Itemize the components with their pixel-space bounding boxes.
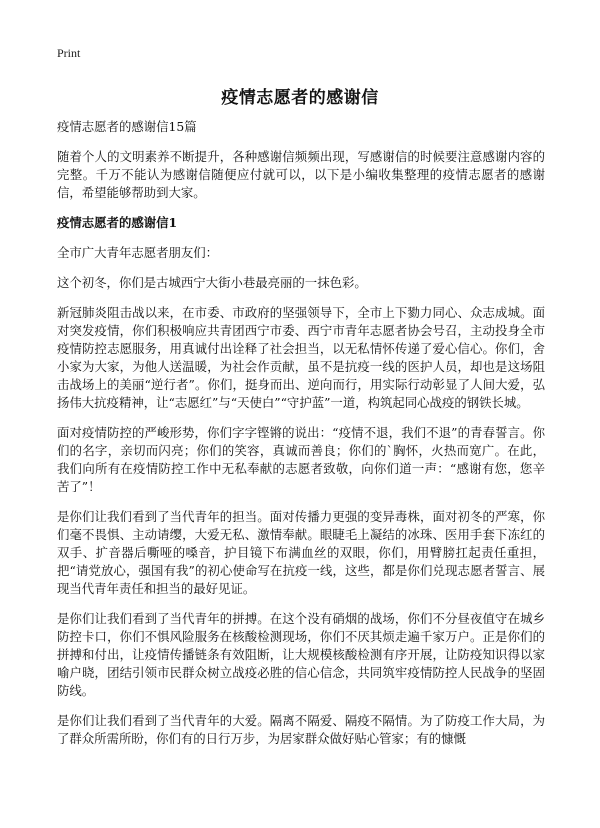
paragraph-6: 是你们让我们看到了当代青年的大爱。隔离不隔爱、隔疫不隔情。为了防疫工作大局，为了群众所需所盼，你们有的日行万步，为居家群众做好贴心管家；有的慷慨 (57, 713, 545, 746)
paragraph-1: 这个初冬，你们是古城西宁大街小巷最亮丽的一抹色彩。 (57, 275, 367, 290)
intro-paragraph: 随着个人的文明素养不断提升，各种感谢信频频出现，写感谢信的时候要注意感谢内容的完整。千万不能认为感谢信随便应付就可以，以下是小编收集整理的疫情志愿者的感谢信，希望能够帮助到大家。 (57, 149, 545, 200)
paragraph-5: 是你们让我们看到了当代青年的拼搏。在这个没有硝烟的战场，你们不分昼夜值守在城乡防控卡口，你们不惧风险服务在核酸检测现场，你们不厌其烦走遍千家万户。正是你们的拼搏和付出，让疫情传播链条有效阻断，让大规模核酸检测有序开展，让防疫知识得以家喻户晓，团结引领市民群众树立战疫必胜的信心信念，共同筑牢疫情防控人民战争的坚固防线。 (57, 611, 545, 698)
paragraph-3: 面对疫情防控的严峻形势，你们字字铿锵的说出：“疫情不退，我们不退”的青春誓言。你们的名字，亲切而闪亮；你们的笑容，真诚而善良；你们的`胸怀，火热而宽广。在此，我们向所有在疫情防控工作中无私奉献的志愿者致敬，向你们道一声：“感谢有您，您辛苦了”！ (57, 425, 545, 494)
section-heading: 疫情志愿者的感谢信1 (57, 215, 178, 230)
paragraph-4: 是你们让我们看到了当代青年的担当。面对传播力更强的变异毒株，面对初冬的严寒，你们毫不畏惧、主动请缨，大爱无私、激情奉献。眼睫毛上凝结的冰珠、医用手套下冻红的双手、扩音器后嘶哑的嗓音，护目镜下布满血丝的双眼，你们，用臂膀扛起责任重担，把“请党放心，强国有我”的初心使命写在抗疫一线，这些，都是你们兑现志愿者誓言、展现当代青年责任和担当的最好见证。 (57, 509, 545, 596)
print-link[interactable]: Print (57, 46, 81, 60)
article-subtitle: 疫情志愿者的感谢信15篇 (57, 119, 197, 134)
page-title: 疫情志愿者的感谢信 (221, 88, 379, 108)
article-body (57, 118, 545, 760)
paragraph-2: 新冠肺炎阻击战以来，在市委、市政府的坚强领导下，全市上下勠力同心、众志成城。面对突发疫情，你们积极响应共青团西宁市委、西宁市青年志愿者协会号召，主动投身全市疫情防控志愿服务，用真诚付出诠释了社会担当，以无私情怀传递了爱心信心。你们，舍小家为大家，为他人送温暖，为社会作贡献，虽不是抗疫一线的医护人员，却也是这场阻击战场上的美丽“逆行者”。你们，挺身而出、逆向而行，用实际行动彰显了人间大爱，弘扬伟大抗疫精神，让“志愿红”与“天使白”“守护蓝”一道，构筑起同心战疫的钢铁长城。 (57, 305, 545, 410)
paragraph-salutation: 全市广大青年志愿者朋友们： (57, 245, 219, 260)
